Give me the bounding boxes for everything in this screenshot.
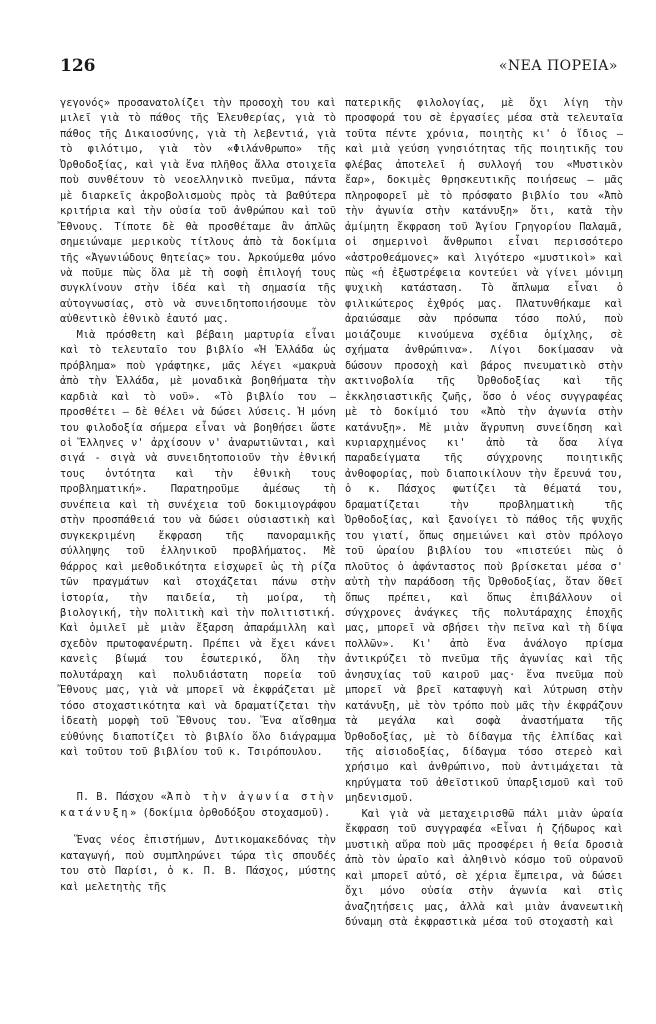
paragraph: Μιὰ πρόσθετη καὶ βέβαιη μαρτυρία εἶναι καὶ τὸ τελευταῖο του βιβλίο «Ἡ Ἑλλάδα ὡς πρόβλημα» ποὺ γράφτηκε, μᾶς λέγει «μακρυὰ ἀπὸ τὴν Ἑλλάδα, μὲ μοναδικὰ βοηθήματα τὴν καρδιὰ καὶ τὸ νοῦ». «Τὸ βιβλίο του — προσθέτει — δὲ θέλει νὰ δώσει λύσεις. Ἡ μόνη του φιλοδοξία σήμερα εἶναι νὰ βοηθήσει ὥστε οἱ Ἕλληνες ν' ἀρχίσουν ν' ἀναρωτιῶνται, καὶ σιγά - σιγὰ νὰ συνειδητοποιοῦν τὴν ἐθνική τους ὀντότητα καὶ τὴν ἐθνικὴ τους προβληματική». Παρατηροῦμε ἀμέσως τὴ συνέπεια καὶ τὴ συνέχεια τοῦ δοκιμιογράφου στὴν προσπάθειά του νὰ δώσει οὐσιαστικὴ καὶ συγκεκριμένη ἔκφραση τῆς πανοραμικῆς σύλληψης τοῦ ἑλληνικοῦ προβλήματος. Μὲ θάρρος καὶ μεθοδικότητα εἰσχωρεῖ ὡς τὴ ρίζα τῶν πραγμάτων καὶ στοχάζεται πάνω στὴν ἱστορία, τὴν παιδεία, τὴ μοίρα, τὴ βιολογική, τὴν πολιτικὴ καὶ τὴν πολιτιστική. Καὶ ὁμιλεῖ μὲ μιὰν ἔξαρση ἀπαράμιλλη καὶ σχεδὸν πρωτοφανέρωτη. Πρέπει νὰ ἔχει κάνει κανεὶς βίωμά του ἐσωτερικό, ὅλη τὴν πολυτάραχη καὶ πολυδιάστατη πορεία τοῦ Ἔθνους μας, γιὰ νὰ μπορεῖ νὰ ἐκφράζεται μὲ τόσο στοχαστικότητα καὶ νὰ δραματίζεται τὴν ἰδεατὴ μορφὴ τοῦ Ἔθνους του. Ἕνα αἴσθημα εὐθύνης διαποτίζει τὸ βιβλίο ὅλο διάγραμμα καὶ τοῦτου τοῦ βιβλίου τοῦ κ. Τσιρόπουλου. xyxy=(60,328,336,759)
running-title: «ΝΕΑ ΠΟΡΕΙΑ» xyxy=(498,58,618,74)
review-author: Π. Β. Πάσχου « xyxy=(76,791,167,804)
paragraph: Ἕνας νέος ἐπιστήμων, Δυτικομακεδόνας τὴν καταγωγή, ποὺ συμπληρώνει τώρα τὶς σπουδές του στὸ Παρίσι, ὁ κ. Π. Β. Πάσχος, μύστης καὶ μελετητὴς τῆς xyxy=(60,834,336,893)
left-column xyxy=(60,96,336,895)
right-column xyxy=(345,96,623,930)
review-heading xyxy=(60,790,336,821)
paragraph: Καὶ γιὰ νὰ μεταχειρισθῶ πάλι μιὰν ὡραία ἔκφραση τοῦ συγγραφέα «Εἶναι ἡ ζήδωρος καὶ μυστικὴ αὔρα ποὺ μᾶς προσφέρει ἡ θεία δροσιὰ ἀπὸ τὸν ὡραῖο καὶ ἀληθινὸ κόσμο τοῦ οὐρανοῦ καὶ μπορεῖ αὐτό, σὲ χέρια ἔμπειρα, νὰ δώσει ὄχι μόνο οὐσία στὴν ἀγωνία καὶ στὶς ἀναζητήσεις μας, ἀλλὰ καὶ μιὰν ἀνανεωτικὴ δύναμη στὰ ἐκφραστικὰ μέσα τοῦ στοχαστὴ καὶ xyxy=(345,807,623,929)
page-number: 126 xyxy=(60,56,96,76)
page-header xyxy=(60,56,618,82)
review-title: Ἀπὸ τὴν ἀγωνία στὴν κατάνυξη xyxy=(60,791,336,819)
paragraph: πατερικῆς φιλολογίας, μὲ ὄχι λίγη τὴν προσφορά του σὲ ἐργασίες μέσα στὰ τελευταῖα τοῦτα πέντε χρόνια, ποιητὴς κι' ὁ ἴδιος — καὶ μιὰ γεύση γνησιότητας τῆς ποιητικῆς του φλέβας ἀποτελεῖ ἡ συλλογή του «Μυστικὸν ἔαρ», δοκιμὲς θρησκευτικῆς ποιήσεως — μᾶς πληροφορεῖ μὲ τὸ πρόσφατο βιβλίο του «Ἀπὸ τὴν ἀγωνία στὴν κατάνυξη» ὅτι, κατὰ τὴν ἀμίμητη ἔκφραση τοῦ Ἁγίου Γρηγορίου Παλαμᾶ, οἱ σημερινοὶ ἄνθρωποι εἶναι περισσότερο «ἀστροθεάμονες» καὶ λιγότερο «μυστικοὶ» καὶ πὼς «ἡ ἐξωστρέφεια κοντεύει νὰ γίνει μόνιμη ψυχικὴ κατάσταση. Τὸ ἄπλωμα εἶναι ὁ φιλικώτερος ἐχθρός μας. Πλατυνθήκαμε καὶ ἀραιώσαμε σὰν πρόσωπα τόσο πολύ, ποὺ μοιάζουμε κινούμενα σχέδια ὁμίχλης, σὲ σχήματα ἀνθρώπινα». Λίγοι δοκίμασαν νὰ δώσουν προσοχὴ καὶ βάρος πνευματικὸ στὴν ακτινοβολία τῆς Ὀρθοδοξίας καὶ τῆς ἐκκλησιαστικῆς ζωῆς, ὅσο ὁ νέος συγγραφέας μὲ τὸ δοκίμιό του «Ἀπὸ τὴν ἀγωνία στὴν κατάνυξη». Μὲ μιὰν ἄγρυπνη συνείδηση καὶ κυριαρχημένος κι' ἀπὸ τὰ ὅσα λίγα παραδείγματα τῆς σύγχρονης ποιητικῆς ἀνθοφορίας, ποὺ διαποικίλουν τὴν ἔρευνά του, ὁ κ. Πάσχος φωτίζει τὰ θέματά του, δραματίζεται τὴν προβληματικὴ τῆς Ὀρθοδοξίας, καὶ ξανοίγει τὸ πάθος τῆς ψυχῆς του γιατί, ὅπως σημειώνει καὶ στὸν πρόλογο τοῦ ὡραίου βιβλίου του «πιστεύει πὼς ὁ πλοῦτος ὁ ἀφάνταστος ποὺ βρίσκεται μέσα σ' αὐτὴ τὴν παράδοση τῆς Ὀρθοδοξίας, ὅταν ὅθεῖ ὅπως πρέπει, καὶ ὅπως ἐπιβάλλουν οἱ σύγχρονες ἀνάγκες τῆς πολυτάραχης ἐποχῆς μας, μπορεῖ νὰ σβήσει τὴν πεῖνα καὶ τὴ δίψα πολλῶν». Κι' ἀπὸ ἕνα ἀνάλογο πρίσμα ἀντικρύζει τὸ πνεῦμα τῆς ἀγωνίας καὶ τῆς ἀνησυχίας τοῦ καιροῦ μας· ἕνα πνεῦμα ποὺ μπορεῖ νὰ βρεῖ καταφυγὴ καὶ λύτρωση στὴν κατάνυξη, μὲ τὸν τρόπο ποὺ μᾶς τὴν ἐκφράζουν τὰ μεγάλα καὶ σοφὰ ἀναστήματα τῆς Ὀρθοδοξίας, μὲ τὸ δίδαγμα τῆς ἐλπίδας καὶ τῆς αἰσιοδοξίας, δίδαγμα τόσο στερεὸ καὶ χρήσιμο καὶ ἀνθρώπινο, ποὺ ἀντιμάχεται τὰ κηρύγματα τοῦ ἀθεϊστικοῦ ὑπαρξισμοῦ καὶ τοῦ μηδενισμοῦ. xyxy=(345,97,623,805)
paragraph: γεγονός» προσανατολίζει τὴν προσοχὴ του καὶ μιλεῖ γιὰ τὸ πάθος τῆς Ἐλευθερίας, γιὰ τὸ πάθος τῆς Δικαιοσύνης, γιὰ τὴ λεβεντιά, γιὰ τὸ φιλότιμο, γιὰ τὸν «Φιλάνθρωπο» τῆς Ὀρθοδοξίας, καὶ γιὰ ἕνα πλῆθος ἄλλα στοιχεῖα ποὺ συνθέτουν τὸ νεοελληνικὸ πνεῦμα, πάντα μὲ διαρκεῖς ἀκροβολισμοὺς πρὸς τὰ βαθύτερα κριτήρια καὶ τὴν οὐσία τοῦ ἀνθρώπου καὶ τοῦ Ἔθνους. Τίποτε δὲ θὰ προσθέταμε ἂν ἁπλῶς σημειώναμε μερικοὺς τίτλους ἀπὸ τὰ δοκίμια τῆς «Ἀγωνιώδους θητείας» του. Ἀρκούμεθα μόνο νὰ ποῦμε πὼς ὅλα μὲ τὴ σοφὴ ἐπιλογή τους συγκλίνουν στὴν ἰδέα καὶ τὴ σημασία τῆς αὐτογνωσίας, στὸ νὰ συνειδητοποιήσουμε τὸν αὐθεντικὸ ἐθνικὸ ἑαυτό μας. xyxy=(60,97,336,326)
review-subtitle: » (δοκίμια ὀρθοδόξου στοχασμοῦ). xyxy=(130,806,331,819)
